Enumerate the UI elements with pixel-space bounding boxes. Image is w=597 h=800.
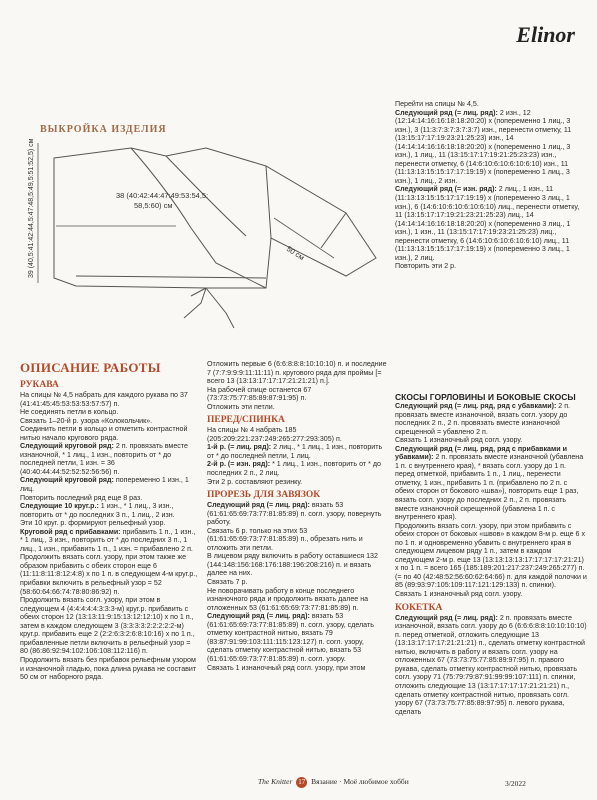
instruction-paragraph: Связать 1 изнаночный ряд согл. узору. xyxy=(395,436,523,445)
instructions-column-2 xyxy=(207,360,387,672)
diagram-title: ВЫКРОЙКА ИЗДЕЛИЯ xyxy=(40,124,167,135)
section-heading: КОКЕТКА xyxy=(395,602,443,613)
instruction-paragraph: Следующий ряд (= лиц. ряд): вязать 53 (61:61:65:69:73:77:81:85:89) п. согл. узору, сделать отметку контрастной нитью, вязать 79 (83:87:91:99:103:111:115:123:127) п. согл. узору, сделать отметку контрастной нитью, вязать 53 (61:61:65:69:73:77:81:85:89) п. согл. узору. xyxy=(207,612,374,663)
issue-number: 3/2022 xyxy=(505,779,526,788)
row-label: Следующий ряд (= лиц. ряд): xyxy=(207,612,310,621)
instruction-paragraph: 1-й р. (= лиц. ряд): 2 лиц., * 1 лиц., 1 изн., повторить от * до последней петли, 1 лиц. xyxy=(207,443,383,460)
row-label: Следующий ряд (= лиц. ряд): xyxy=(207,501,310,510)
magazine-section-title: Elinor xyxy=(516,22,575,47)
instruction-paragraph: Продолжить вязать согл. узору, при этом также же образом прибавить с обеих сторон еще 6 (11:11:8:11:8:12:4:8) х по 1 п. в следующем 4-м круг.р., прибавки включить в рельефный узор = 52 (58:60:64:66:74:78:80:86:92) п. xyxy=(20,553,198,596)
instruction-paragraph: Связать 1–20-й р. узора «Колокольчик». xyxy=(20,416,153,425)
instruction-paragraph: Следующий круговой ряд: попеременно 1 изн., 1 лиц. xyxy=(20,476,189,494)
page-number: 17 xyxy=(298,778,306,786)
width-dimension-label-2: 58,5:60) см xyxy=(134,201,173,210)
instruction-paragraph: Следующий ряд (= лиц. ряд): 2 изн., 12 (12:14:14:16:16:18:18:20:20) х (попеременно 1 лиц., 3 изн.), 3 (11:3:7:3:7:3:7:3:7) изн., перенести отметку, 11 (13:15:17:17:19:23:21:25:23) изн., 14 (14:14:14:16:16:18:18:20:20) х (попеременно 1 лиц., 3 изн.), 1 лиц., 11 (13:15:17:17:19:21:25:23:23) изн., перенести отметку, 6 (14:6:10:6:10:6:10:6:10) изн., 11 (11:13:13:15:15:17:17:19:19) х (попеременно 1 лиц., 3 изн.), 1 лиц., 2 изн. xyxy=(395,108,572,185)
instruction-paragraph: Продолжить вязать согл. узору, при этом прибавить с обеих сторон от боковых «швов» в каждом 8-м р. еще 6 х по 1 п. и одновременно убавить с внутреннего края в следующем лицевом ряду 1 п., затем в каждом следующем 2-м р. еще 13 (13:13:13:13:17:17:17:17:21:21) х по 1 п. = всего 165 (185:189:201:217:237:249:265:277) п. (= по 40 (42:48:52:56:60:62:64:66) п. для каждой полочки и 85 (89:93:97:105:109:117:121:129:133) п. спинки). xyxy=(395,521,587,590)
row-label: Следующий ряд (= лиц. ряд): xyxy=(395,613,498,622)
footer-brand: The Knitter xyxy=(258,777,293,786)
instruction-paragraph: Соединить петли в кольцо и отметить контрастной нитью начало кругового ряда. xyxy=(20,425,188,442)
instruction-paragraph: Повторить последний ряд еще 8 раз. xyxy=(20,493,143,502)
instruction-paragraph: Следующий круговой ряд: 2 п. провязать вместе изнаночной, * 1 лиц., 1 изн., повторить от * до последней петли, 1 изн. = 36 (40:40:44:44:52:52:52:56:56) п. xyxy=(20,442,188,476)
instruction-paragraph: Связать 1 изнаночный ряд согл. узору. xyxy=(395,590,523,599)
row-label: Следующий круговой ряд: xyxy=(20,476,114,485)
section-heading: ПЕРЕД/СПИНКА xyxy=(207,415,285,426)
instruction-paragraph: Связать 1 изнаночный ряд согл. узору, при этом xyxy=(207,663,366,672)
section-heading: ПРОРЕЗЬ ДЛЯ ЗАВЯЗОК xyxy=(207,490,321,501)
instruction-paragraph: Следующие 10 круг.р.: 1 изн., * 1 лиц., 3 изн., повторить от * до последних 3 п., 1 лиц., 2 изн. xyxy=(20,502,175,519)
instruction-paragraph: Связать 7 р. xyxy=(207,578,248,587)
row-label: 1-й р. (= лиц. ряд): xyxy=(207,443,272,452)
row-label: Следующий ряд (= лиц. ряд, ряд с убавками): xyxy=(395,402,557,410)
section-heading: ОПИСАНИЕ РАБОТЫ xyxy=(20,360,161,375)
row-label: Следующий ряд (= изн. ряд): xyxy=(395,185,497,194)
instruction-paragraph: Эти 10 круг. р. формируют рельефный узор. xyxy=(20,519,166,528)
section-heading: РУКАВА xyxy=(20,380,59,390)
row-label: Следующий круговой ряд: xyxy=(20,442,114,451)
instruction-paragraph: Перейти на спицы № 4,5. xyxy=(395,100,479,108)
instruction-paragraph: Продолжить вязать согл. узору, при этом в следующем 4 (4:4:4:4:4:3:3:3-м) круг.р. прибавить с обеих сторон 12 (13:13:11:9:15:13:12:12:10) х по 1 п., затем в каждом следующем 3 (3:3:3:3:2:2:2:2:2-м) круг.р. прибавить еще 2 (2:2:6:3:2:6:8:10:16) х по 1 п., прибавленные петли включить в рельефный узор = 80 (86:86:92:94:102:106:108:112:116) п. xyxy=(20,596,195,656)
row-label: Круговой ряд с прибавками: xyxy=(20,527,121,536)
instruction-paragraph: Отложить первые 6 (6:6:8:8:8:10:10:10) п. и последние 7 (7:7:9:9:9:11:11:11) п. кругового ряда для проймы [= всего 13 (13:13:17:17:17:21:21:21) п.]. xyxy=(207,360,387,386)
instruction-paragraph: Не соединять петли в кольцо. xyxy=(20,408,119,417)
footer-magazine-name: Вязание · Моё любимое хобби xyxy=(311,777,409,786)
row-label: 2-й р. (= изн. ряд): xyxy=(207,460,271,469)
row-label: Следующий ряд (= лиц. ряд, ряд с прибавками и убавками): xyxy=(395,444,567,462)
instruction-paragraph: Следующий ряд (= изн. ряд): 2 лиц., 1 изн., 11 (11:13:13:15:15:17:17:19:19) х (попеременно 3 лиц., 1 изн.), 6 (14:6:10:6:10:6:10:6:10) лиц., перенести отметку, 11 (13:15:17:17:19:21:23:21:25:23) лиц., 14 (14:14:14:16:16:18:18:20:20) х (попеременно 3 лиц., 1 изн.), 1 изн., 11 (13:15:17:17:19:23:21:25:23) лиц., перенести отметку, 6 (14:6:10:6:10:6:10:6:10) лиц., 11 (11:13:13:15:15:17:17:19:19) х (попеременно 3 лиц., 1 изн.), 2 лиц. xyxy=(395,185,580,262)
instruction-paragraph: Продолжить вязать без прибавок рельефным узором и изнаночной гладью, пока длина рукава не составит 50 см от наборного ряда. xyxy=(20,655,197,682)
instructions-column-1 xyxy=(20,360,200,682)
instruction-paragraph: В лицевом ряду включить в работу оставшиеся 132 (144:148:156:168:176:188:196:208:216) п. и вязать далее на них. xyxy=(207,552,378,578)
instruction-paragraph: На спицы № 4 набрать 185 (205:209:221:237:249:265:277:293:305) п. xyxy=(207,426,342,443)
instruction-paragraph: Следующий ряд (= лиц. ряд): вязать 53 (61:61:65:69:73:77:81:85:89) п. согл. узору, повернуть работу. xyxy=(207,501,382,527)
instruction-paragraph: Отложить эти петли. xyxy=(207,402,275,411)
instruction-paragraph: Следующий ряд (= лиц. ряд): 2 п. провязать вместе изнаночной, вязать согл. узору до 6 (6:6:6:8:8:10:10:10:10) п. перед отметкой, отложить следующие 13 (13:13:17:17:17:21:21:21) п., сделать отметку контрастной нитью, включить в работу и вязать согл. узору на отложенных 67 (73:73:75:77:85:89:97:95) п. правого рукава, сделать отметку контрастной нитью, провязать согл. узору 71 (75:79:79:87:91:99:99:107:111) п. спинки, отложить следующие 13 (13:17:17:17:17:21:21:21) п., сделать отметку контрастной нитью, провязать согл. узору 67 (73:73:75:77:85:89:97:95) п. левого рукава, сделать xyxy=(395,613,587,716)
instruction-paragraph: Следующий ряд (= лиц. ряд, ряд с убавками): 2 п. провязать вместе изнаночной, вязать согл. узору до последних 2 п., 2 п. провязать вместе изнаночной скрещенной = убавлено 2 п. xyxy=(395,402,571,436)
instruction-paragraph: Круговой ряд с прибавками: прибавить 1 п., 1 изн., * 1 лиц., 3 изн., повторить от * до последних 3 п., 1 лиц., 1 изн., прибавить 1 п., 1 изн. = прибавлено 2 п. xyxy=(20,527,196,553)
instruction-paragraph: 2-й р. (= изн. ряд): * 1 лиц., 1 изн., повторить от * до последних 2 п., 2 лиц. xyxy=(207,460,381,478)
footer-magazine xyxy=(258,777,409,788)
section-heading: СКОСЫ ГОРЛОВИНЫ И БОКОВЫЕ СКОСЫ xyxy=(395,392,576,402)
instruction-paragraph: На спицы № 4,5 набрать для каждого рукава по 37 (41:41:45:45:53:53:53:57:57) п. xyxy=(20,391,188,408)
height-dimension-label: 39 (40,5:41:42:44,5:47:48,5:49,5:51:52,5) см xyxy=(28,138,35,278)
width-dimension-label: 38 (40:42:44:47:49:53:54,5: xyxy=(116,191,209,200)
sleeve-length-label: 50 см xyxy=(284,244,307,263)
instruction-paragraph: Повторить эти 2 р. xyxy=(395,262,457,271)
instruction-paragraph: Следующий ряд (= лиц. ряд, ряд с прибавками и убавками): 2 п. провязать вместе изнаночной (убавлена 1 п. с внутреннего края), * вязать согл. узору до 1 п. перед отметкой, прибавить 1 п., 1 лиц., перенести отметку, 1 изн., прибавить 1 п. (прибавлено по 2 п. с обеих сторон от бокового «шва»), повторить еще 1 раз, вязать согл. узору до последних 2 п., 2 п. провязать вместе изнаночной скрещенной (убавлена 1 п. с внутреннего края). xyxy=(395,444,584,522)
garment-schematic xyxy=(16,118,381,340)
instruction-paragraph: Не поворачивать работу в конце последнего изнаночного ряда и продолжить вязать далее на отложенных 53 (61:61:65:69:73:77:81:85:89) п. xyxy=(207,586,369,612)
instructions-column-top-right xyxy=(395,100,587,271)
instruction-paragraph: На рабочей спице останется 67 (73:73:75:77:85:89:87:91:95) п. xyxy=(207,385,312,403)
row-label: Следующие 10 круг.р.: xyxy=(20,502,99,511)
instructions-column-3 xyxy=(395,388,587,716)
row-label: Следующий ряд (= лиц. ряд): xyxy=(395,108,498,117)
instruction-paragraph: Эти 2 р. составляют резинку. xyxy=(207,477,303,486)
instruction-paragraph: Связать 6 р. только на этих 53 (61:61:65:69:73:77:81:85:89) п., обрезать нить и отложить эти петли. xyxy=(207,526,363,552)
